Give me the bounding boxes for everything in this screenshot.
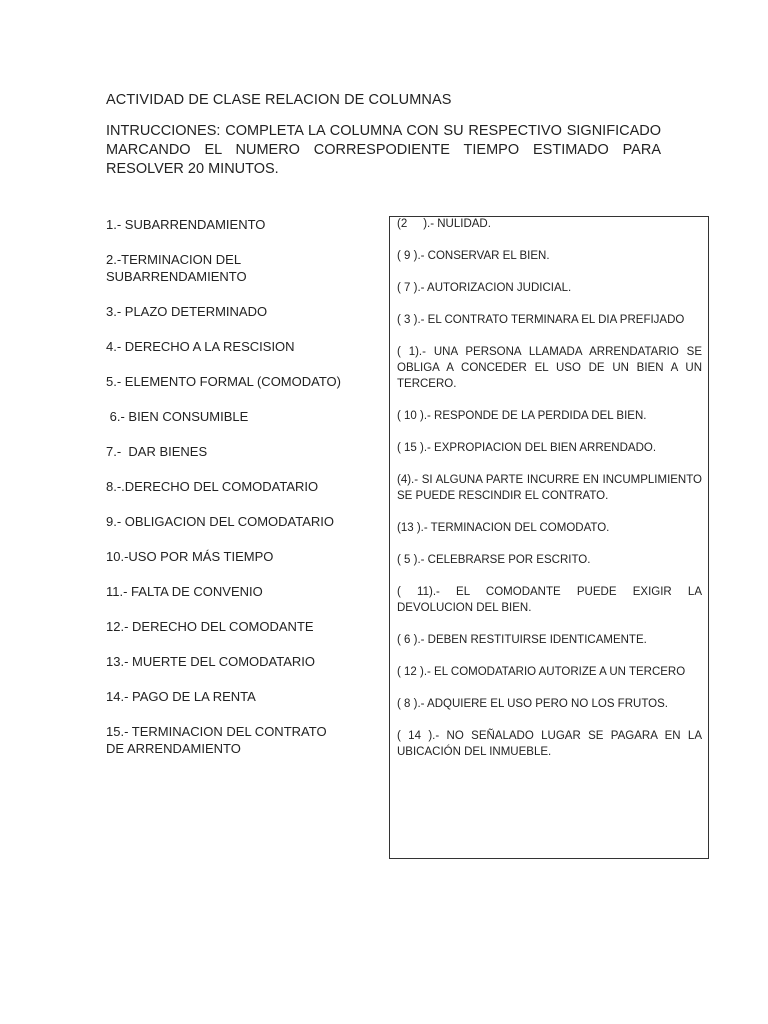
term-item: 4.- DERECHO A LA RESCISION <box>106 339 295 354</box>
definition-item: ( 1).- UNA PERSONA LLAMADA ARRENDATARIO SE OBLIGA A CONCEDER EL USO DE UN BIEN A UN TERCERO. <box>397 346 702 390</box>
definition-item: ( 14 ).- NO SEÑALADO LUGAR SE PAGARA EN LA UBICACIÓN DEL INMUEBLE. <box>397 730 702 758</box>
definition-item: (2 ).- NULIDAD. <box>397 218 491 230</box>
instructions-paragraph: INTRUCCIONES: COMPLETA LA COLUMNA CON SU RESPECTIVO SIGNIFICADO MARCANDO EL NUMERO CORRESPODIENTE TIEMPO ESTIMADO PARA RESOLVER 20 MINUTOS. <box>106 123 661 177</box>
definition-item: ( 3 ).- EL CONTRATO TERMINARA EL DIA PREFIJADO <box>397 314 685 326</box>
term-item: 12.- DERECHO DEL COMODANTE <box>106 619 314 634</box>
term-item: 9.- OBLIGACION DEL COMODATARIO <box>106 514 335 529</box>
definitions-box <box>389 216 709 859</box>
term-item: 6.- BIEN CONSUMIBLE <box>106 409 249 424</box>
term-item: 5.- ELEMENTO FORMAL (COMODATO) <box>106 374 341 389</box>
term-item: 13.- MUERTE DEL COMODATARIO <box>106 654 315 669</box>
term-item: 3.- PLAZO DETERMINADO <box>106 304 268 319</box>
term-item: 11.- FALTA DE CONVENIO <box>106 584 263 599</box>
term-item: 10.-USO POR MÁS TIEMPO <box>106 549 274 564</box>
term-item: 15.- TERMINACION DEL CONTRATO DE ARRENDAMIENTO <box>106 724 327 756</box>
definitions-list <box>397 216 702 760</box>
page-title: ACTIVIDAD DE CLASE RELACION DE COLUMNAS <box>106 92 452 108</box>
term-item: 7.- DAR BIENES <box>106 444 208 459</box>
definition-item: ( 9 ).- CONSERVAR EL BIEN. <box>397 250 550 262</box>
definition-item: ( 15 ).- EXPROPIACION DEL BIEN ARRENDADO. <box>397 442 657 454</box>
term-item: 14.- PAGO DE LA RENTA <box>106 689 256 704</box>
term-item: 8.-.DERECHO DEL COMODATARIO <box>106 479 319 494</box>
terms-column <box>106 216 376 775</box>
definition-item: ( 11).- EL COMODANTE PUEDE EXIGIR LA DEVOLUCION DEL BIEN. <box>397 586 702 614</box>
definition-item: (13 ).- TERMINACION DEL COMODATO. <box>397 522 610 534</box>
definition-item: ( 8 ).- ADQUIERE EL USO PERO NO LOS FRUTOS. <box>397 698 668 710</box>
definition-item: ( 6 ).- DEBEN RESTITUIRSE IDENTICAMENTE. <box>397 634 647 646</box>
definition-item: (4).- SI ALGUNA PARTE INCURRE EN INCUMPLIMIENTO SE PUEDE RESCINDIR EL CONTRATO. <box>397 474 702 502</box>
definition-item: ( 7 ).- AUTORIZACION JUDICIAL. <box>397 282 572 294</box>
definition-item: ( 5 ).- CELEBRARSE POR ESCRITO. <box>397 554 591 566</box>
term-item: 1.- SUBARRENDAMIENTO <box>106 217 266 232</box>
term-item: 2.-TERMINACION DEL SUBARRENDAMIENTO <box>106 252 247 284</box>
definition-item: ( 10 ).- RESPONDE DE LA PERDIDA DEL BIEN. <box>397 410 647 422</box>
definition-item: ( 12 ).- EL COMODATARIO AUTORIZE A UN TERCERO <box>397 666 686 678</box>
